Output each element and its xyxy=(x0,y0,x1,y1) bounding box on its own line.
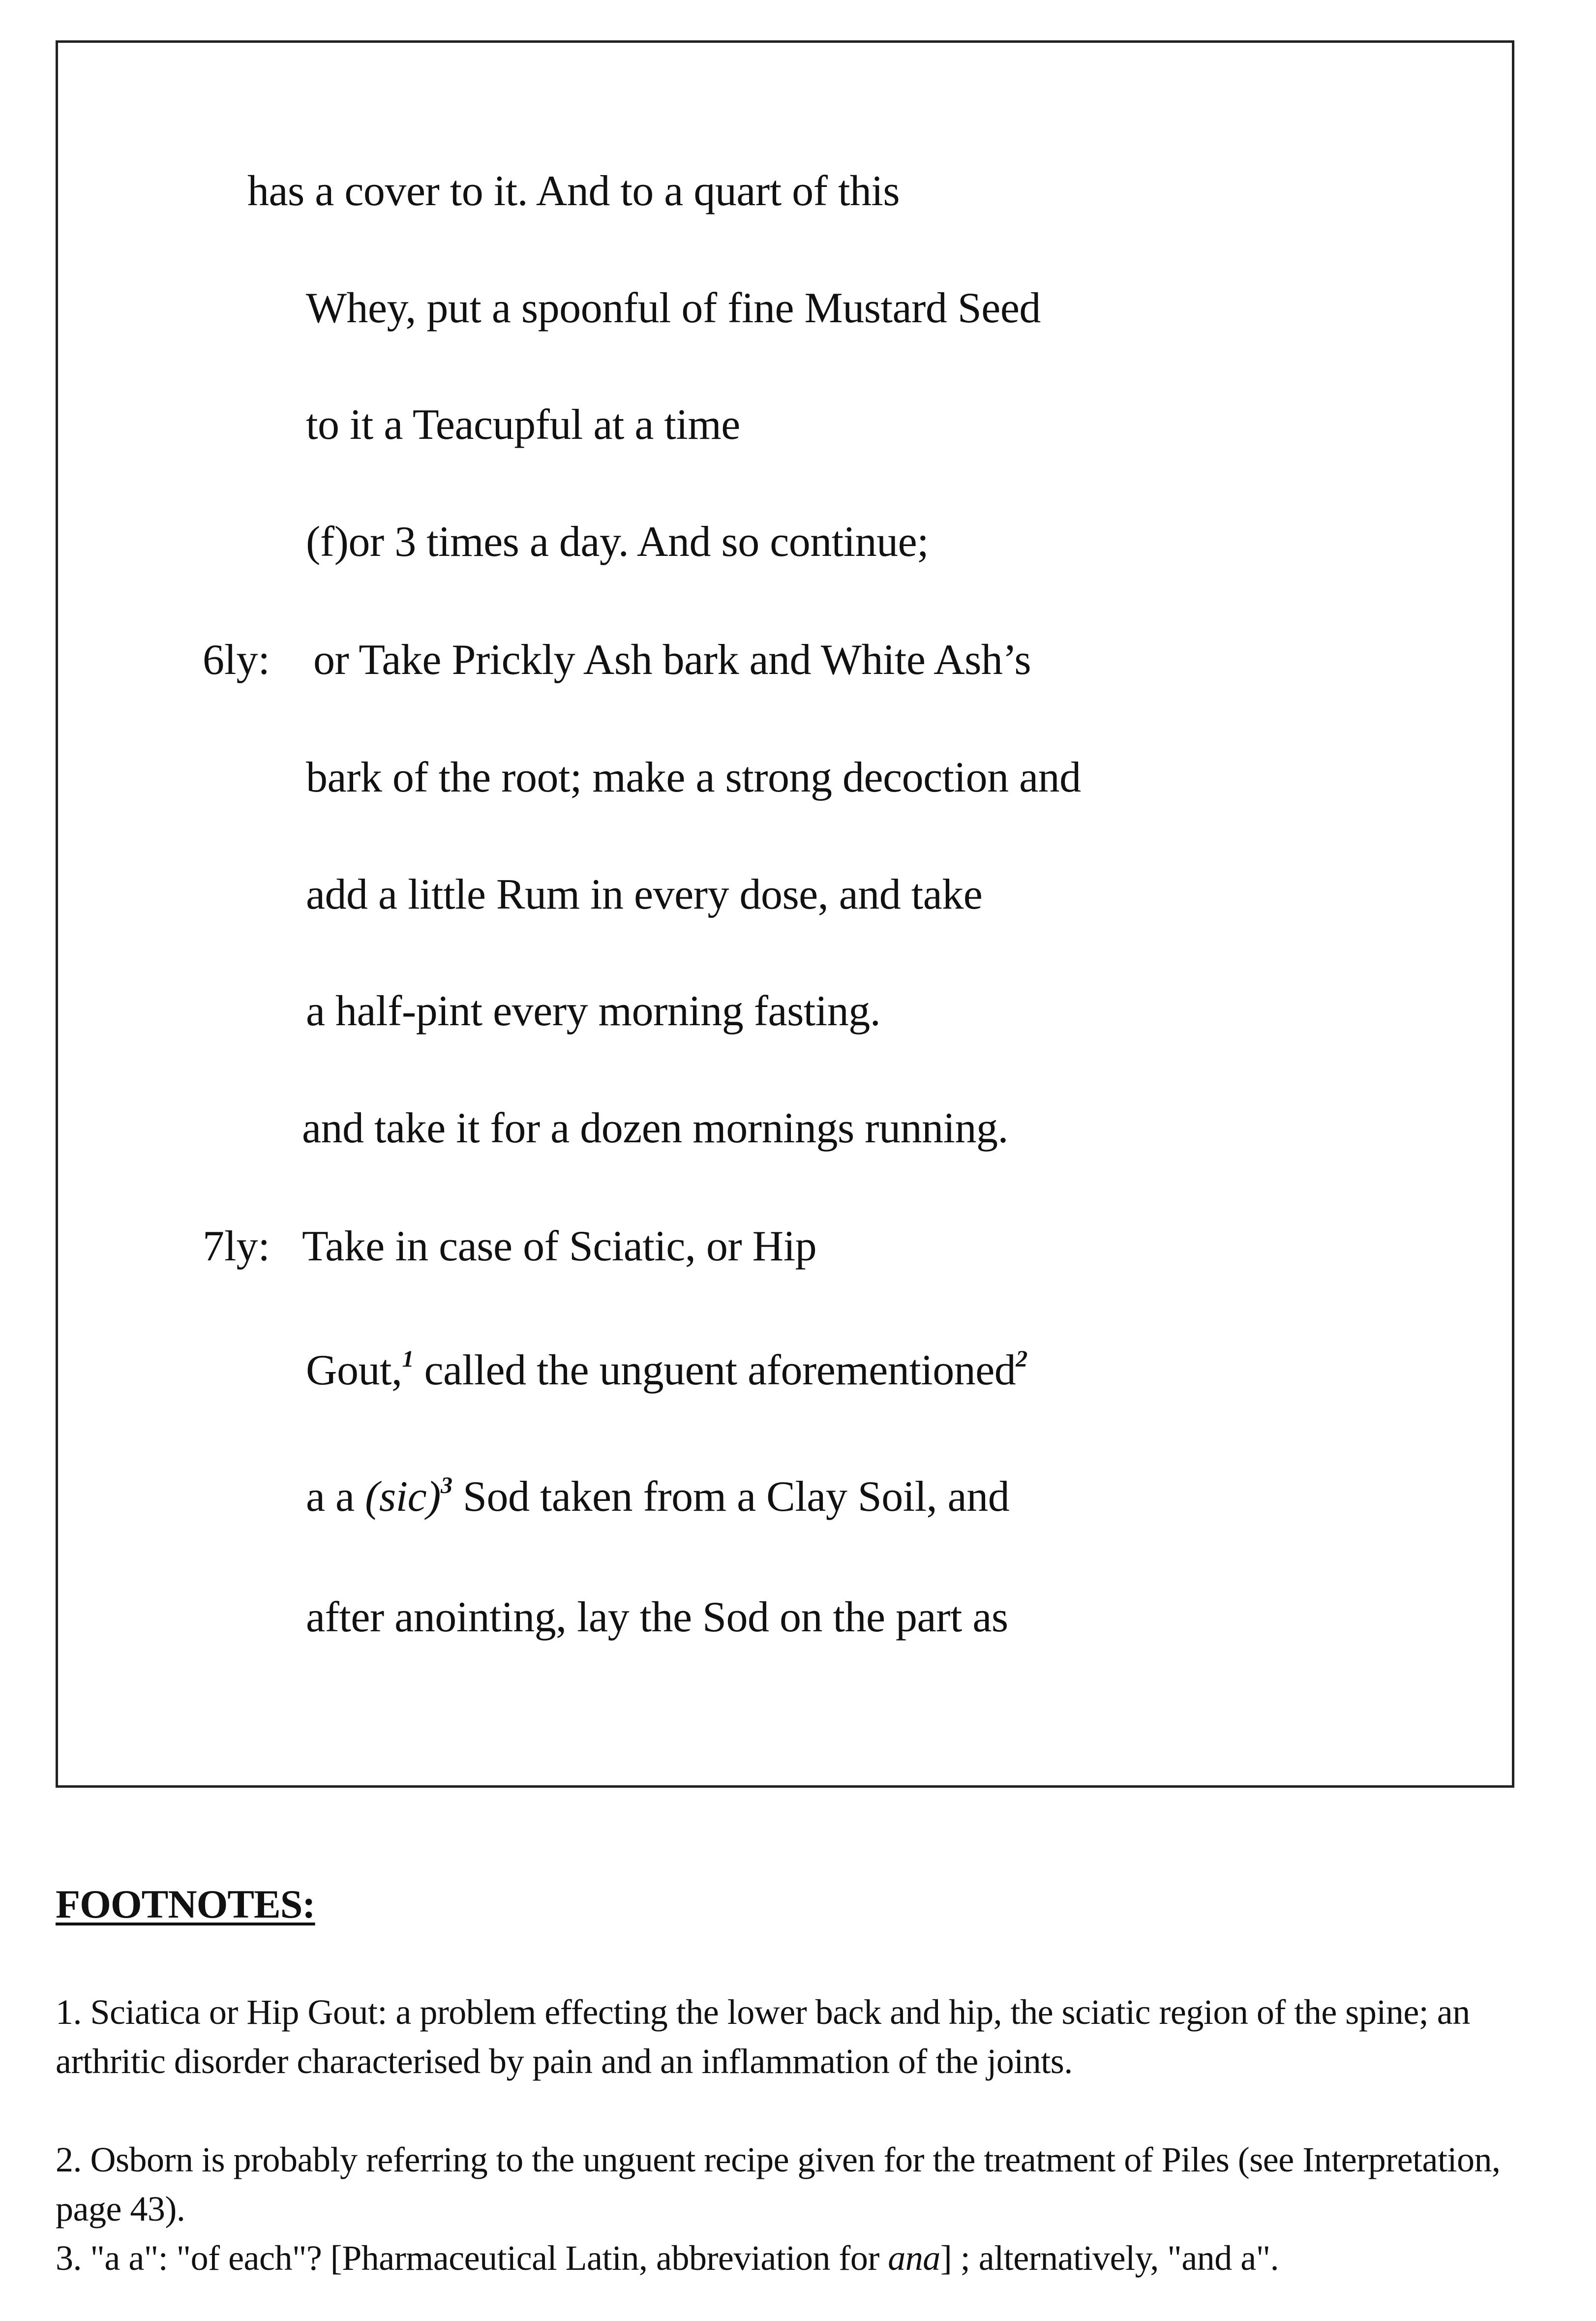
footnotes-heading: FOOTNOTES: xyxy=(56,1882,315,1926)
gout-text: Gout, xyxy=(306,1346,402,1394)
transcript-line-3: to it a Teacupful at a time xyxy=(306,401,740,449)
transcript-line-9: and take it for a dozen mornings running. xyxy=(302,1104,1009,1152)
transcript-line-aa xyxy=(306,1472,1010,1521)
footnote-ref-3: 3 xyxy=(441,1472,452,1498)
footnote-ref-2: 2 xyxy=(1016,1346,1027,1372)
aa-text-rest: Sod taken from a Clay Soil, and xyxy=(452,1473,1010,1521)
transcript-line-6: bark of the root; make a strong decoction and xyxy=(306,754,1081,801)
transcript-line-7: add a little Rum in every dose, and take xyxy=(306,871,983,918)
transcript-line-10: Take in case of Sciatic, or Hip xyxy=(302,1222,817,1270)
footnote-3-text: 3. "a a": "of each"? [Pharmaceutical Latin, abbreviation for xyxy=(56,2238,888,2278)
transcript-line-4: (f)or 3 times a day. And so continue; xyxy=(306,518,929,566)
item-label-6ly: 6ly: xyxy=(203,636,270,684)
footnote-1: 1. Sciatica or Hip Gout: a problem effecting the lower back and hip, the sciatic region of the spine; an arthritic disorder characterised by pain and an inflammation of the joints. xyxy=(56,1992,1470,2081)
transcript-line-2: Whey, put a spoonful of fine Mustard Seed xyxy=(306,284,1041,332)
footnote-ref-1: 1 xyxy=(402,1346,414,1372)
footnote-3-italic: ana xyxy=(888,2238,940,2278)
aa-text: a a xyxy=(306,1473,365,1521)
transcript-line-1: has a cover to it. And to a quart of this xyxy=(247,167,900,215)
footnote-3 xyxy=(56,2233,1551,2283)
transcript-line-5: or Take Prickly Ash bark and White Ash’s xyxy=(313,636,1031,684)
sic-annotation: (sic) xyxy=(365,1473,441,1521)
transcript-line-8: a half-pint every morning fasting. xyxy=(306,987,881,1035)
transcript-line-last: after anointing, lay the Sod on the part as xyxy=(306,1593,1008,1641)
gout-text-rest: called the unguent aforementioned xyxy=(414,1346,1016,1394)
footnote-2: 2. Osborn is probably referring to the unguent recipe given for the treatment of Piles (see Interpretation, page 43). xyxy=(56,2140,1501,2229)
footnote-3-text-end: ] ; alternatively, "and a". xyxy=(940,2238,1279,2278)
item-label-7ly: 7ly: xyxy=(203,1222,270,1270)
transcript-line-gout xyxy=(306,1346,1027,1394)
